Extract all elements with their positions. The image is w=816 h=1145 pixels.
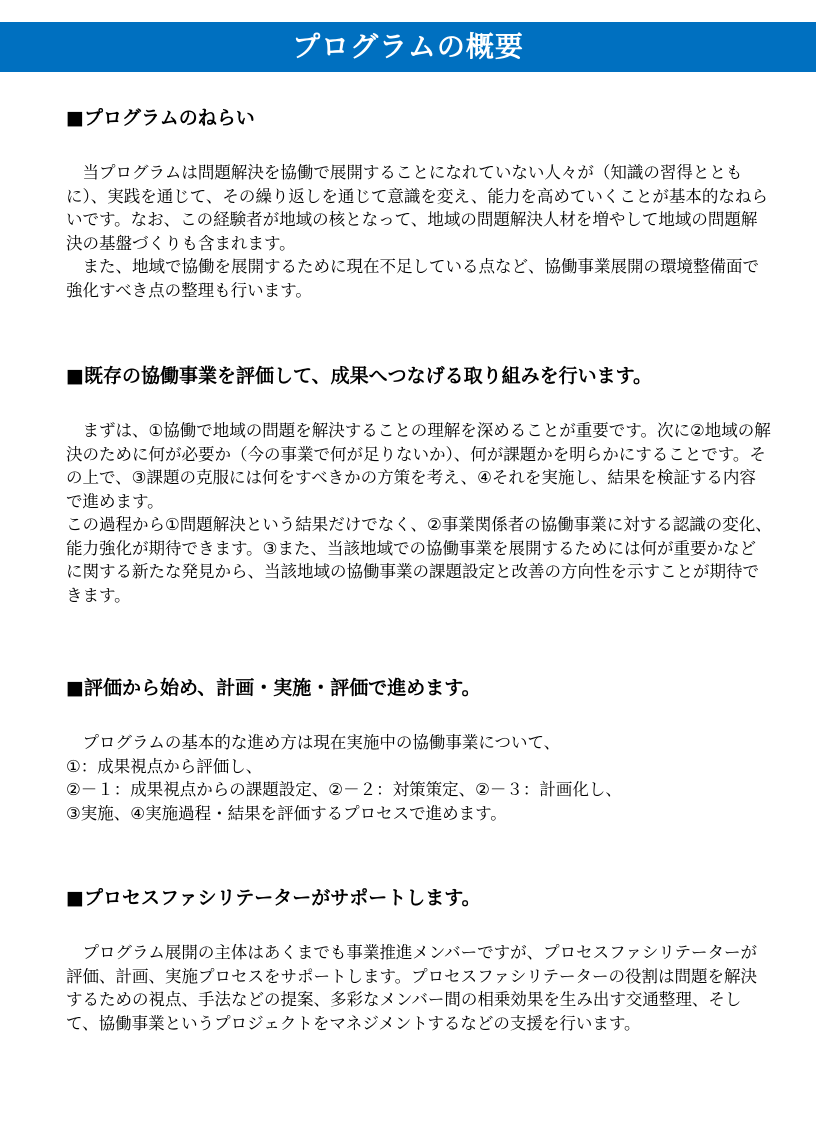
section-paragraph: この過程から①問題解決という結果だけでなく、②事業関係者の協働事業に対する認識の変化、能力強化が期待できます。③また、当該地域での協働事業を展開するためには何が重要かなどに関する新たな発見から、当該地域の協働事業の課題設定と改善の方向性を示すことが期待できます。 <box>66 515 772 605</box>
section-heading: ■既存の協働事業を評価して、成果へつなげる取り組みを行います。 <box>66 365 653 387</box>
section-paragraph: ②－１：成果視点からの課題設定、②－２：対策策定、②－３：計画化し、 <box>66 780 622 799</box>
section-evaluate-existing <box>66 361 772 673</box>
section-facilitator-support <box>66 883 772 1083</box>
section-heading: ■プロセスファシリテーターがサポートします。 <box>66 887 481 909</box>
section-heading: ■評価から始め、計画・実施・評価で進めます。 <box>66 677 481 699</box>
section-paragraph: ③実施、④実施過程・結果を評価するプロセスで進めます。 <box>66 803 507 823</box>
page-title: プログラムの概要 <box>0 22 816 72</box>
section-paragraph: ①：成果視点から評価し、 <box>66 756 263 776</box>
section-paragraph: プログラムの基本的な進め方は現在実施中の協働事業について、 <box>82 733 561 752</box>
document-body <box>66 103 772 1083</box>
section-paragraph: プログラム展開の主体はあくまでも事業推進メンバーですが、プロセスファシリテーターが評価、計画、実施プロセスをサポートします。プロセスファシリテーターの役割は問題を解決するための視点、手法などの提案、多彩なメンバー間の相乗効果を生み出す交通整理、そして、協働事業というプロジェクトをマネジメントするなどの支援を行います。 <box>66 943 758 1033</box>
section-paragraph: また、地域で協働を展開するために現在不足している点など、協働事業展開の環境整備面で強化すべき点の整理も行います。 <box>66 257 759 300</box>
section-program-aim <box>66 103 772 361</box>
section-paragraph: まずは、①協働で地域の問題を解決することの理解を深めることが重要です。次に②地域の解決のために何が必要か（今の事業で何が足りないか）、何が課題かを明らかにすることです。その上で、③課題の克服には何をすべきかの方策を考え、④それを実施し、結果を検証する内容で進めます。 <box>66 421 771 511</box>
section-process-steps <box>66 673 772 883</box>
section-paragraph: 当プログラムは問題解決を協働で展開することになれていない人々が（知識の習得とともに）、実践を通じて、その繰り返しを通じて意識を変え、能力を高めていくことが基本的なねらいです。なお、この経験者が地域の核となって、地域の問題解決人材を増やして地域の問題解決の基盤づくりも含まれます。 <box>66 163 768 253</box>
section-heading: ■プログラムのねらい <box>66 107 255 129</box>
